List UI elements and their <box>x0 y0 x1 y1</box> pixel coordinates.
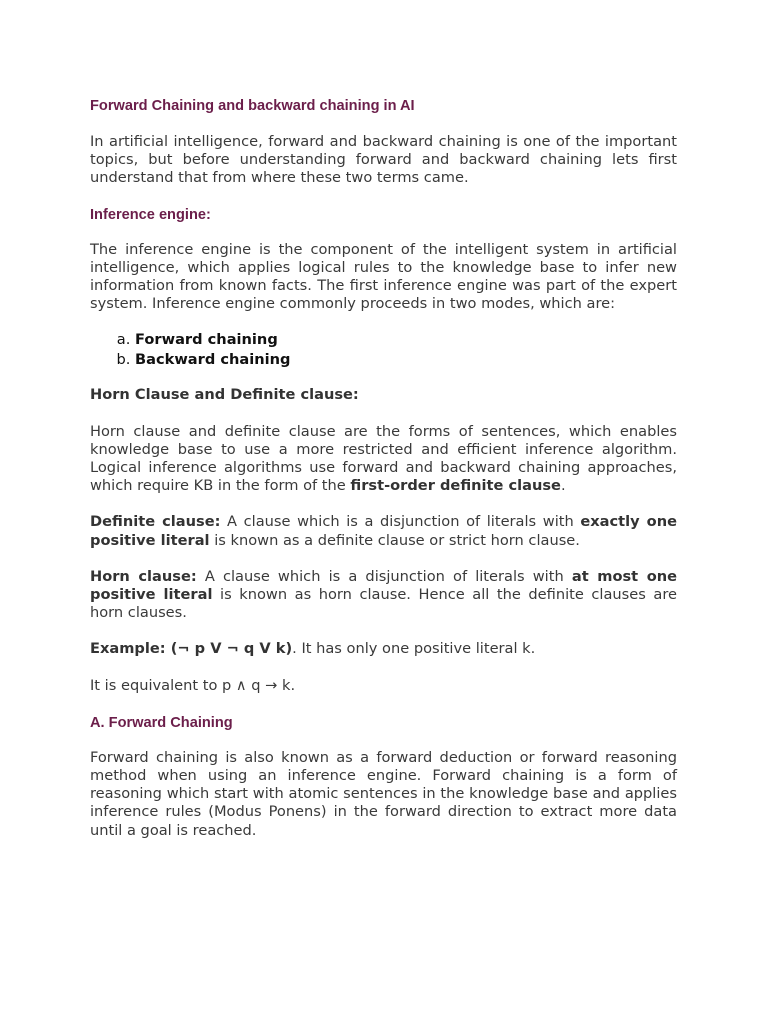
horn-clause-heading: Horn Clause and Definite clause: <box>90 386 359 404</box>
example-label: Example: (¬ p V ¬ q V k) <box>90 640 293 658</box>
example-text: . It has only one positive literal k. <box>292 640 536 658</box>
example-paragraph <box>90 640 677 658</box>
definite-clause-text-b: is known as a definite clause or strict horn clause. <box>209 531 580 549</box>
horn-clause-paragraph <box>90 423 677 496</box>
horn-paragraph-end: . <box>560 477 566 495</box>
horn-clause-bold: at most one positive literal <box>90 567 678 604</box>
horn-clause-text-a: A clause which is a disjunction of literals with <box>196 567 572 585</box>
mode-backward-chaining: b. Backward chaining <box>135 350 677 370</box>
forward-chaining-heading: A. Forward Chaining <box>90 714 233 731</box>
horn-clause-label: Horn clause: <box>90 567 197 585</box>
definite-clause-paragraph <box>90 513 677 549</box>
definite-clause-text-a: A clause which is a disjunction of literals with <box>220 513 581 531</box>
first-order-definite-clause: first-order definite clause <box>350 477 561 495</box>
definite-clause-label: Definite clause: <box>90 513 221 531</box>
definite-clause-bold: exactly one positive literal <box>90 513 677 549</box>
inference-modes-list <box>90 330 677 369</box>
forward-chaining-paragraph: Forward chaining is also known as a forward deduction or forward reasoning method when using an inference engine. Forward chaining is a form of reasoning which start with atomic sentences in the knowledge base and applies inference rules (Modus Ponens) in the forward direction to extract more data until a goal is reached. <box>90 748 677 839</box>
inference-engine-heading: Inference engine: <box>90 206 211 223</box>
mode-forward-chaining: a. Forward chaining <box>135 330 677 350</box>
intro-paragraph: In artificial intelligence, forward and backward chaining is one of the important topics, but before understanding forward and backward chaining lets first understand that from where these two terms came. <box>90 133 677 187</box>
document-title: Forward Chaining and backward chaining in AI <box>90 98 415 114</box>
horn-paragraph-text: Horn clause and definite clause are the forms of sentences, which enables knowledge base to use a more restricted and efficient inference algorithm. Logical inference algorithms use forward and backward chaining approaches, which require KB in the form of the <box>90 422 677 495</box>
equivalent-paragraph: It is equivalent to p ∧ q → k. <box>90 676 296 694</box>
document-page <box>90 96 677 840</box>
horn-clause-text-b: is known as horn clause. Hence all the definite clauses are horn clauses. <box>90 586 677 622</box>
horn-clause-definition <box>90 568 677 623</box>
inference-engine-paragraph: The inference engine is the component of the intelligent system in artificial intelligence, which applies logical rules to the knowledge base to infer new information from known facts. The first inference engine was part of the expert system. Inference engine commonly proceeds in two modes, which are: <box>90 240 677 313</box>
